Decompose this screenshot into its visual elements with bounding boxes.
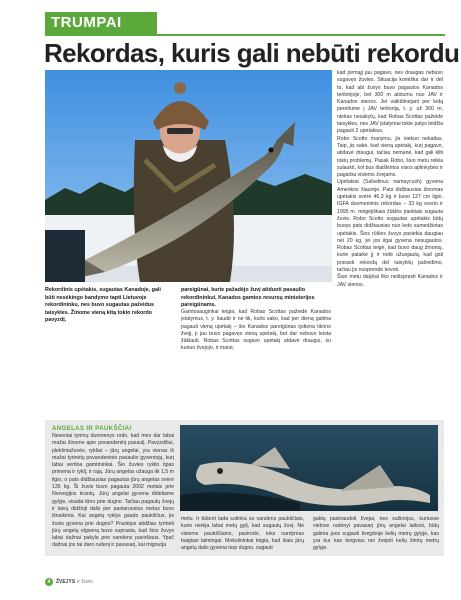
article-lead-continued: pareigūnai, kurie pažadėjo žuvį atiduoti pasaulio rekordininkui, Kanados gamtos resursų ministerijos pareigūnams. bbox=[181, 287, 315, 309]
article-body-middle: Gamtosauginkai teigia, kad Robas Scottas pažeidė Kanados įstatymus, t. y. šaudė ir ne tik, kuris sako, kad per dieną galima pagauti vieną upėtakį – šio Kanados pareigūnas tydiena tikrino žvejį, ji jau buvo pagavęs vieną upėtakį, bet dar nebuvo leista žūklauti. Robas Scottas sugavo upėtakį atdavė draugui, su kuriuo žvejojo, ir manė, bbox=[181, 309, 331, 352]
main-photo-angler-with-trout bbox=[45, 70, 332, 282]
footer-brand bbox=[56, 579, 93, 585]
article-column-right: kad pirmąjį jau pagavo, nes draugas nebuvo sugavęs žuvies. Situacija komiška dar ir dėl to, kad abi žuvys buvo pagautos Kanados teritorijoje, bet 300 m atstumu nuo JAV ir Kanados sienos. Jei vaikštinėjant per ledą pereitume į JAV teritoriją, t. y. už 300 m, niekas nesakytų, kad Robas Scottas pažeidė taisykles, nes JAV įstatymai tokie patys leidžia pagauti 2 upėtakius. Robo Scotto manymu, jis niekuo nekaltas. Taip, jis sakė, kad vieną upėtakį, kurį pagavo, atidavė draugui, tačiau nemanė, kad gali kilti tokių problemų. Pasak Robo, šiuo metu reikia sulaukti, kol bus išaiškintos visos aplinkybės ir pagarba visiems žvejams. Upėtakiai (Salvelinus namaycush) gyvena Amerikos šiaurėje. Pats didžiausias žinomas upėtakis svėrė 46,3 kg ir buvo 127 cm ilgio. IGFA duomenimis rekordas – 33 kg svorio ir 1995 m. mėgėjiškais žūklės įrankiais sugauta žuvis. Robo Scotto sugautas upėtakis būtų buvęs pats didžiausias nuo ledo sumedžiotas upėtakis. Šios rūšies žuvys pasiekia daugiau nei 20 kg, jei jos ilgai gyvena nesugautos. Robas Scottas teigė, kad buvo daug žmonių, kurie palaikė jį ir rodė užuojautą, kad gali prarasti rekordą dėl taisyklių pažeidimo, tačiau jis nusprendė kovoti. Šiuo metu dalykai liko neišspręsti Kanados ir JAV sienos. bbox=[337, 70, 444, 288]
page-title: Rekordas, kuris gali nebūti rekordu bbox=[44, 38, 460, 68]
page-number: 4 bbox=[45, 578, 53, 586]
article-lead: Rekordinis upėtakis, sugautas Kanadoje, gali būti nesėkingo bandymo tapti Lietuvoje rekordininku, nes buvo sugautas pažeidus taisykles. Žinome vieną kitą tokio rekordo pavyzdį. bbox=[45, 287, 161, 324]
magazine-subtitle: ir žuvis bbox=[77, 579, 93, 585]
angel-shark-photo bbox=[180, 425, 438, 511]
magazine-name: ŽVEJYS bbox=[56, 579, 76, 585]
section-tag: TRUMPAI bbox=[45, 12, 157, 34]
section-divider bbox=[45, 34, 445, 36]
sidebar-box-text: Neseniai tyrimų duomenys rodo, kad mes dar labai mažai žinome apie povandeninį pasaulį. Pavyzdžiui, plekšniažuvės, rykliai – jūrų angelai, yra vienas iš mažai tyrinėtų povandeninio pasaulio gyventojų, kurį labai vertina gamtininkai. Šio žuvies ryklio tipas primena ir ryklį, ir rają. Jūrų angelas užauga iki 1,5 m ilgio, o pats didžiausias pagautas jūrų angelas svėrė 135 kg. Ši žuvis buvo pagauta 2002 metais prie Norvegijos krantų. Jūrų angelai gyvena dideliame gylyje, visada tūno prie dugno. Tačiau pagautų žvejų ir laivų didžioji dalis per pastaruosius metus buvo išnaikinta. Kai angelų ryklys gaudo paukščius, jis žuvis gyvena prie dugno? Pradėjus atidžiau tyrinėti jūrų angelų elgseną buvo suprasta, kad šios žuvys labai dažnai pakyla prie vandens paviršiaus. Ypač dažnai jos tai daro rudenį ir pavasarį, kai migruoja bbox=[52, 433, 174, 549]
sidebar-box-text-continued: metu. Ir būtent tada sutinka su vandens paukščiais, kurie nerėja labai metų gylį, kad sugautų žuvį. Ne visiems paukščiams, pasirodo, toks nardymas baigiasi laimingai. Mokslininkai teigia, kad šiais jūrų angelų dalis gyvena tarp dugno, sugauti bbox=[181, 516, 304, 552]
sidebar-box-title: ANGELAS IR PAUKŠČIAI bbox=[52, 425, 132, 432]
sidebar-box-text-end: gaktų pasinaudoti žvejai, nes sužinojus, kuriuose vietose radėnyi pavasarį jūrų angelai laikosi, būtų galima juos sugauti žvejyboje kelių metrų gylyje, kas yra kur kas lengviau nei žvejoti kelių šimtų metrų gylyje. bbox=[313, 516, 439, 552]
